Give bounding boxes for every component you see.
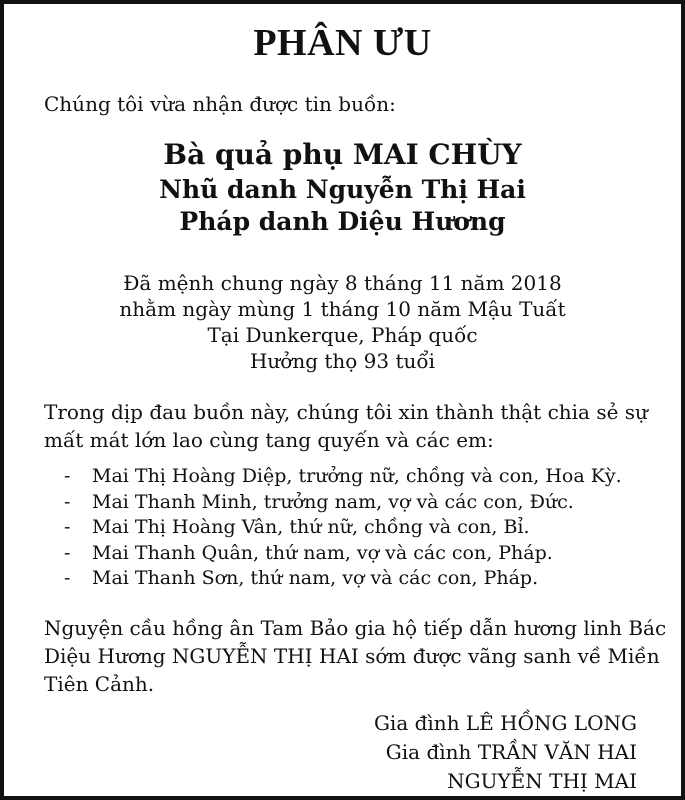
family-member: Mai Thị Hoàng Vân, thứ nữ, chồng và con, Bỉ. [92, 516, 530, 538]
signature-block [374, 709, 637, 796]
family-member: Mai Thị Hoàng Diệp, trưởng nữ, chồng và con, Hoa Kỳ. [92, 465, 622, 487]
list-dash: - [64, 541, 71, 564]
deceased-block [4, 136, 681, 238]
family-member: Mai Thanh Minh, trưởng nam, vợ và các con, Đức. [92, 490, 574, 513]
list-dash: - [64, 465, 71, 487]
condolence-line: Trong dịp đau buồn này, chúng tôi xin thành thật chia sẻ sự [44, 400, 648, 424]
dharma-name: Pháp danh Diệu Hương [179, 207, 506, 236]
list-dash: - [64, 516, 71, 538]
list-dash: - [64, 567, 71, 589]
maiden-name: Nhũ danh Nguyễn Thị Hai [159, 175, 526, 204]
list-item [64, 541, 661, 567]
signature-family-tran: Gia đình TRẦN VĂN HAI [385, 740, 637, 764]
intro-text: Chúng tôi vừa nhận được tin buồn: [44, 92, 396, 116]
prayer-text [44, 614, 667, 698]
prayer-line: Nguyện cầu hồng ân Tam Bảo gia hộ tiếp dẫn hương linh Bác [44, 616, 667, 640]
list-item [64, 515, 661, 541]
condolence-text [44, 398, 651, 454]
prayer-line: Diệu Hương NGUYỄN THỊ HAI sớm được vãng sanh về Miền [44, 644, 660, 668]
prayer-line: Tiên Cảnh. [44, 672, 155, 696]
family-member: Mai Thanh Sơn, thứ nam, vợ và các con, Pháp. [92, 567, 539, 589]
family-member-list [64, 464, 661, 592]
death-place: Tại Dunkerque, Pháp quốc [207, 323, 478, 347]
list-dash: - [64, 490, 71, 513]
list-item [64, 566, 661, 592]
list-item [64, 464, 661, 490]
list-item [64, 490, 661, 516]
lunar-date: nhằm ngày mùng 1 tháng 10 năm Mậu Tuất [119, 297, 566, 321]
death-details [4, 270, 681, 374]
death-date: Đã mệnh chung ngày 8 tháng 11 năm 2018 [123, 271, 562, 295]
signature-family-le: Gia đình LÊ HỒNG LONG [373, 711, 637, 735]
notice-title: PHÂN ƯU [253, 22, 432, 64]
signature-nguyen: NGUYỄN THỊ MAI [447, 769, 637, 793]
age-at-death: Hưởng thọ 93 tuổi [249, 349, 436, 373]
family-member: Mai Thanh Quân, thứ nam, vợ và các con, Pháp. [92, 541, 553, 564]
condolence-line: mất mát lớn lao cùng tang quyến và các em: [44, 428, 494, 452]
deceased-name: Bà quả phụ MAI CHÙY [163, 138, 522, 171]
